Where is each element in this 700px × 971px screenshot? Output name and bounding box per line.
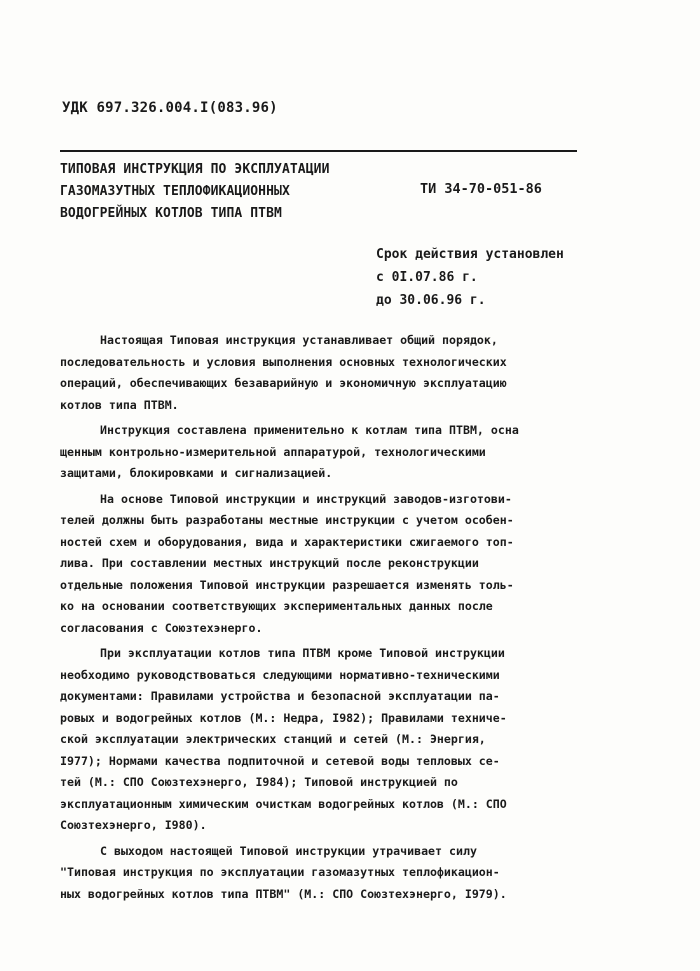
text-line: необходимо руководствоваться следующими нормативно-техническими	[60, 667, 500, 682]
text-line: Союзтехэнерго, I980).	[60, 818, 207, 832]
text-line: Настоящая Типовая инструкция устанавливает общий порядок,	[100, 333, 498, 347]
text-line: ных водогрейных котлов типа ПТВМ" (М.: СПО Союзтехэнерго, I979).	[60, 886, 507, 901]
text-line: С выходом настоящей Типовой инструкции утрачивает силу	[100, 843, 477, 858]
title-rule	[60, 150, 577, 152]
text-line: согласования с Союзтехэнерго.	[60, 620, 263, 635]
text-line: операций, обеспечивающих безаварийную и экономичную эксплуатацию	[60, 376, 507, 390]
text-line: ностей схем и оборудования, вида и характеристики сжигаемого топ-	[60, 534, 514, 549]
paragraph-5	[60, 841, 590, 906]
text-line: I977); Нормами качества подпиточной и сетевой воды тепловых се-	[60, 753, 500, 768]
udk-code: УДК 697.326.004.I(083.96)	[62, 100, 278, 116]
title-line: ГАЗОМАЗУТНЫХ ТЕПЛОФИКАЦИОННЫХ	[60, 184, 290, 199]
text-line: тей (М.: СПО Союзтехэнерго, I984); Типовой инструкцией по	[60, 775, 458, 789]
text-line: эксплуатационным химическим очисткам водогрейных котлов (М.: СПО	[60, 796, 507, 811]
text-line: защитами, блокировками и сигнализацией.	[60, 466, 333, 480]
text-line: ко на основании соответствующих экспериментальных данных после	[60, 599, 493, 613]
text-line: щенным контрольно-измерительной аппаратурой, технологическими	[60, 444, 486, 459]
text-line: котлов типа ПТВМ.	[60, 397, 179, 412]
text-line: ской эксплуатации электрических станций и сетей (М.: Энергия,	[60, 732, 486, 746]
paragraph-2	[60, 420, 590, 485]
paragraph-1	[60, 330, 590, 416]
validity-line: с 0I.07.86 г.	[376, 270, 478, 285]
text-line: На основе Типовой инструкции и инструкций заводов-изготови-	[100, 491, 512, 506]
text-line: ровых и водогрейных котлов (М.: Недра, I982); Правилами техниче-	[60, 710, 507, 725]
text-line: "Типовая инструкция по эксплуатации газомазутных теплофикацион-	[60, 865, 500, 879]
text-line: отдельные положения Типовой инструкции разрешается изменять толь-	[60, 577, 514, 592]
text-line: телей должны быть разработаны местные инструкции с учетом особен-	[60, 513, 514, 527]
document-title	[60, 159, 390, 225]
title-line: ТИПОВАЯ ИНСТРУКЦИЯ ПО ЭКСПЛУАТАЦИИ	[60, 162, 330, 177]
text-line: При эксплуатации котлов типа ПТВМ кроме Типовой инструкции	[100, 646, 505, 660]
text-line: Инструкция составлена применительно к котлам типа ПТВМ, осна	[100, 423, 519, 437]
text-line: последовательность и условия выполнения основных технологических	[60, 354, 507, 369]
paragraph-4	[60, 643, 590, 837]
validity-line: до 30.06.96 г.	[376, 293, 486, 308]
text-line: лива. При составлении местных инструкций после реконструкции	[60, 556, 479, 570]
document-code: ТИ 34-70-051-86	[420, 181, 542, 197]
document-body	[60, 330, 590, 909]
text-line: документами: Правилами устройства и безопасной эксплуатации па-	[60, 689, 500, 703]
title-line: ВОДОГРЕЙНЫХ КОТЛОВ ТИПА ПТВМ	[60, 206, 282, 221]
validity-period	[376, 243, 564, 312]
paragraph-3	[60, 489, 590, 640]
validity-line: Срок действия установлен	[376, 247, 564, 262]
